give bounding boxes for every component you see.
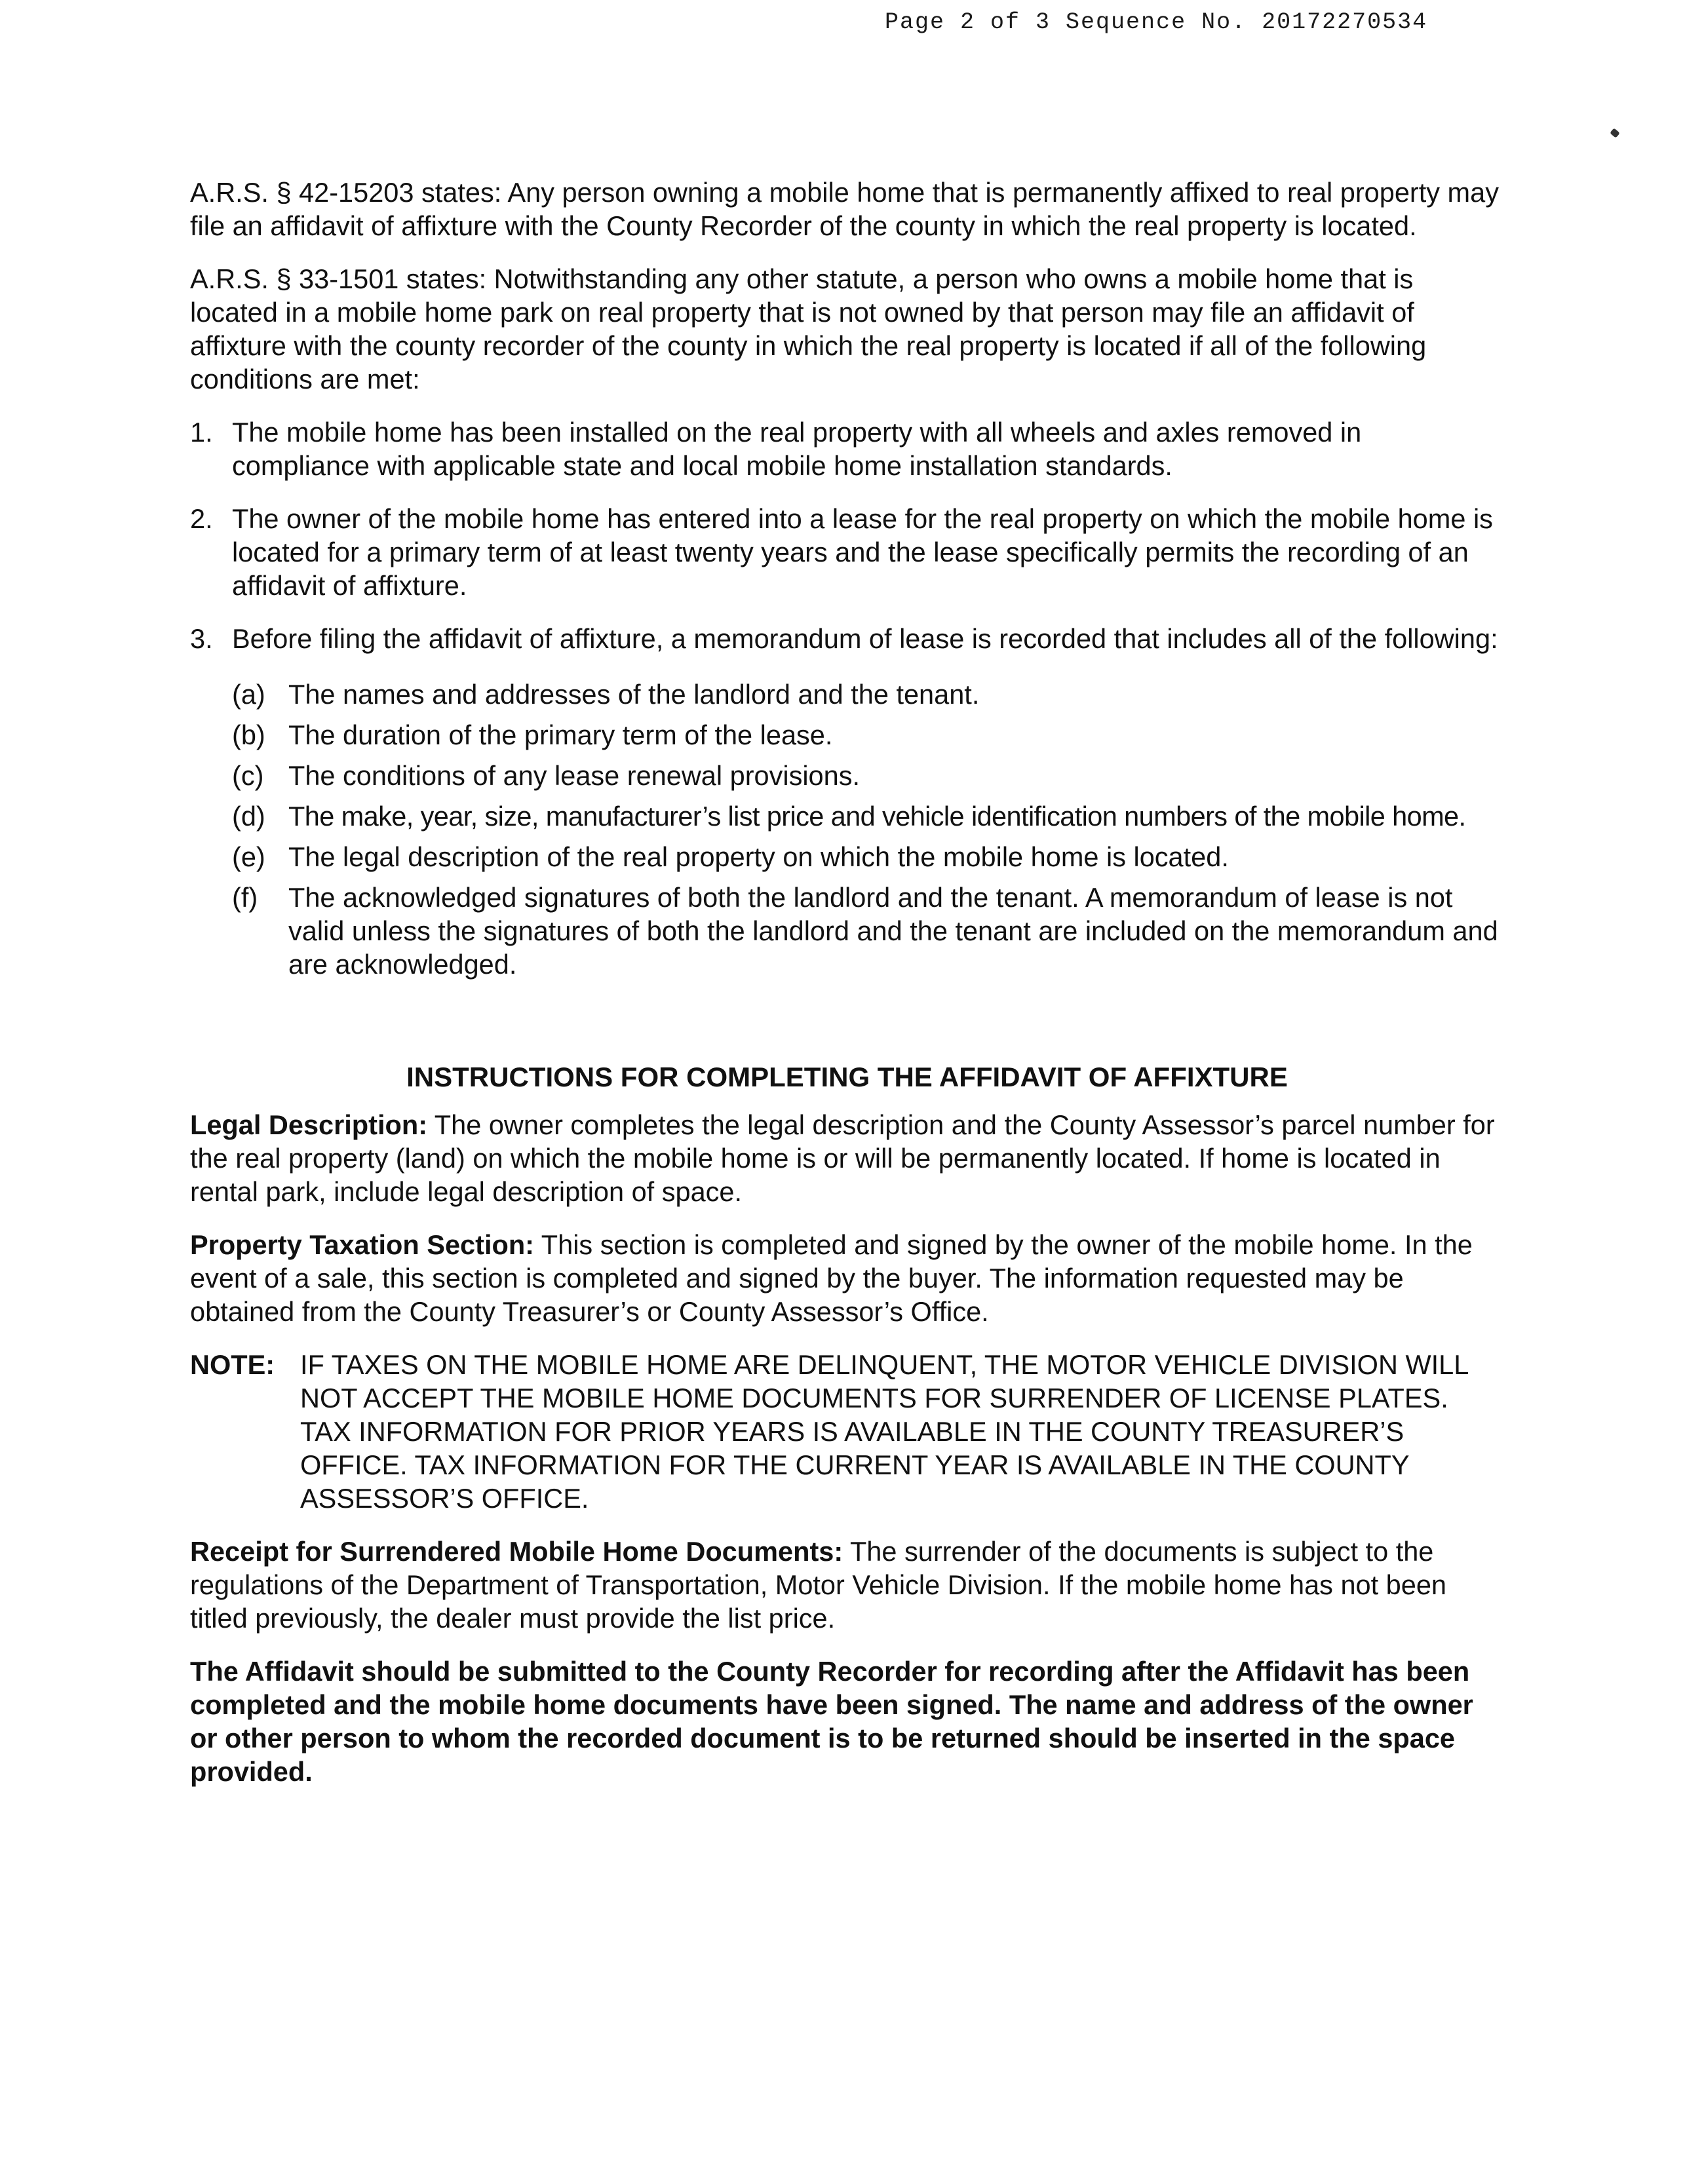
conditions-list: [190, 415, 1504, 988]
list-number: 1.: [190, 417, 213, 448]
page-sequence-header: Page 2 of 3 Sequence No. 20172270534: [885, 9, 1428, 35]
list-text: The duration of the primary term of the lease.: [288, 719, 833, 750]
list-item: [190, 502, 1504, 602]
list-item: [232, 799, 1504, 833]
list-item: [232, 759, 1504, 792]
note-label: NOTE:: [190, 1349, 275, 1380]
receipt-paragraph: [190, 1535, 1504, 1635]
note-text: IF TAXES ON THE MOBILE HOME ARE DELINQUENT, THE MOTOR VEHICLE DIVISION WILL NOT ACCEPT THE MOBILE HOME DOCUMENTS FOR SURRENDER OF LICENSE PLATES. TAX INFORMATION FOR PRIOR YEARS IS AVAILABLE IN THE COUNTY TREASURER’S OFFICE. TAX INFORMATION FOR THE CURRENT YEAR IS AVAILABLE IN THE COUNTY ASSESSOR’S OFFICE.: [300, 1349, 1468, 1514]
legal-description-paragraph: [190, 1108, 1504, 1208]
list-number: 2.: [190, 503, 213, 534]
list-text: The mobile home has been installed on the real property with all wheels and axles removed in compliance with applicable state and local mobile home installation standards.: [232, 417, 1362, 481]
list-text: The conditions of any lease renewal provisions.: [288, 760, 860, 791]
list-item: [190, 622, 1504, 988]
list-letter: (d): [232, 801, 265, 832]
list-text: The legal description of the real property on which the mobile home is located.: [288, 841, 1229, 872]
submission-instructions: The Affidavit should be submitted to the County Recorder for recording after the Affidavit has been completed and the mobile home documents have been signed. The name and address of the owner or other person to whom the recorded document is to be returned should be inserted in the space provided.: [190, 1656, 1473, 1787]
receipt-label: Receipt for Surrendered Mobile Home Documents:: [190, 1536, 843, 1567]
list-text: The owner of the mobile home has entered into a lease for the real property on which the mobile home is located for a primary term of at least twenty years and the lease specifically permits the recording of an affidavit of affixture.: [232, 503, 1493, 601]
list-letter: (a): [232, 679, 265, 710]
list-letter: (e): [232, 841, 265, 872]
list-text: The acknowledged signatures of both the landlord and the tenant. A memorandum of lease is not valid unless the signatures of both the landlord and the tenant are included on the memorandum and are acknowledged.: [288, 882, 1498, 980]
instructions-heading: INSTRUCTIONS FOR COMPLETING THE AFFIDAVIT OF AFFIXTURE: [406, 1062, 1288, 1092]
statute-42-15203: A.R.S. § 42-15203 states: Any person owning a mobile home that is permanently affixed to real property may file an affidavit of affixture with the County Recorder of the county in which the real property is located.: [190, 177, 1499, 241]
memorandum-requirements-list: [232, 678, 1504, 981]
legal-description-label: Legal Description:: [190, 1109, 428, 1140]
list-item: [232, 718, 1504, 752]
list-letter: (c): [232, 760, 264, 791]
list-text: Before filing the affidavit of affixture, a memorandum of lease is recorded that includes all of the following:: [232, 623, 1498, 654]
list-item: [232, 678, 1504, 711]
list-number: 3.: [190, 623, 213, 654]
property-taxation-label: Property Taxation Section:: [190, 1229, 534, 1260]
list-text: The names and addresses of the landlord and the tenant.: [288, 679, 980, 710]
property-taxation-paragraph: [190, 1228, 1504, 1328]
legal-description-text: The owner completes the legal description and the County Assessor’s parcel number for the real property (land) on which the mobile home is or will be permanently located. If home is located in rental park, include legal description of space.: [190, 1109, 1495, 1207]
list-item: [232, 881, 1504, 981]
list-item: [232, 840, 1504, 873]
tax-delinquency-note: [190, 1348, 1504, 1515]
list-letter: (b): [232, 719, 265, 750]
list-letter: (f): [232, 882, 258, 913]
document-body: [190, 176, 1504, 1788]
list-text: The make, year, size, manufacturer’s list price and vehicle identification numbers of the mobile home.: [288, 801, 1466, 832]
list-item: [190, 415, 1504, 482]
property-taxation-text: This section is completed and signed by the owner of the mobile home. In the event of a sale, this section is completed and signed by the buyer. The information requested may be obtained from the County Treasurer’s or County Assessor’s Office.: [190, 1229, 1473, 1327]
scan-speck: [1610, 128, 1620, 138]
statute-33-1501: A.R.S. § 33-1501 states: Notwithstanding any other statute, a person who owns a mobile home that is located in a mobile home park on real property that is not owned by that person may file an affidavit of affixture with the county recorder of the county in which the real property is located if all of the following conditions are met:: [190, 263, 1427, 394]
receipt-text: The surrender of the documents is subject to the regulations of the Department of Transportation, Motor Vehicle Division. If the mobile home has not been titled previously, the dealer must provide the list price.: [190, 1536, 1446, 1634]
